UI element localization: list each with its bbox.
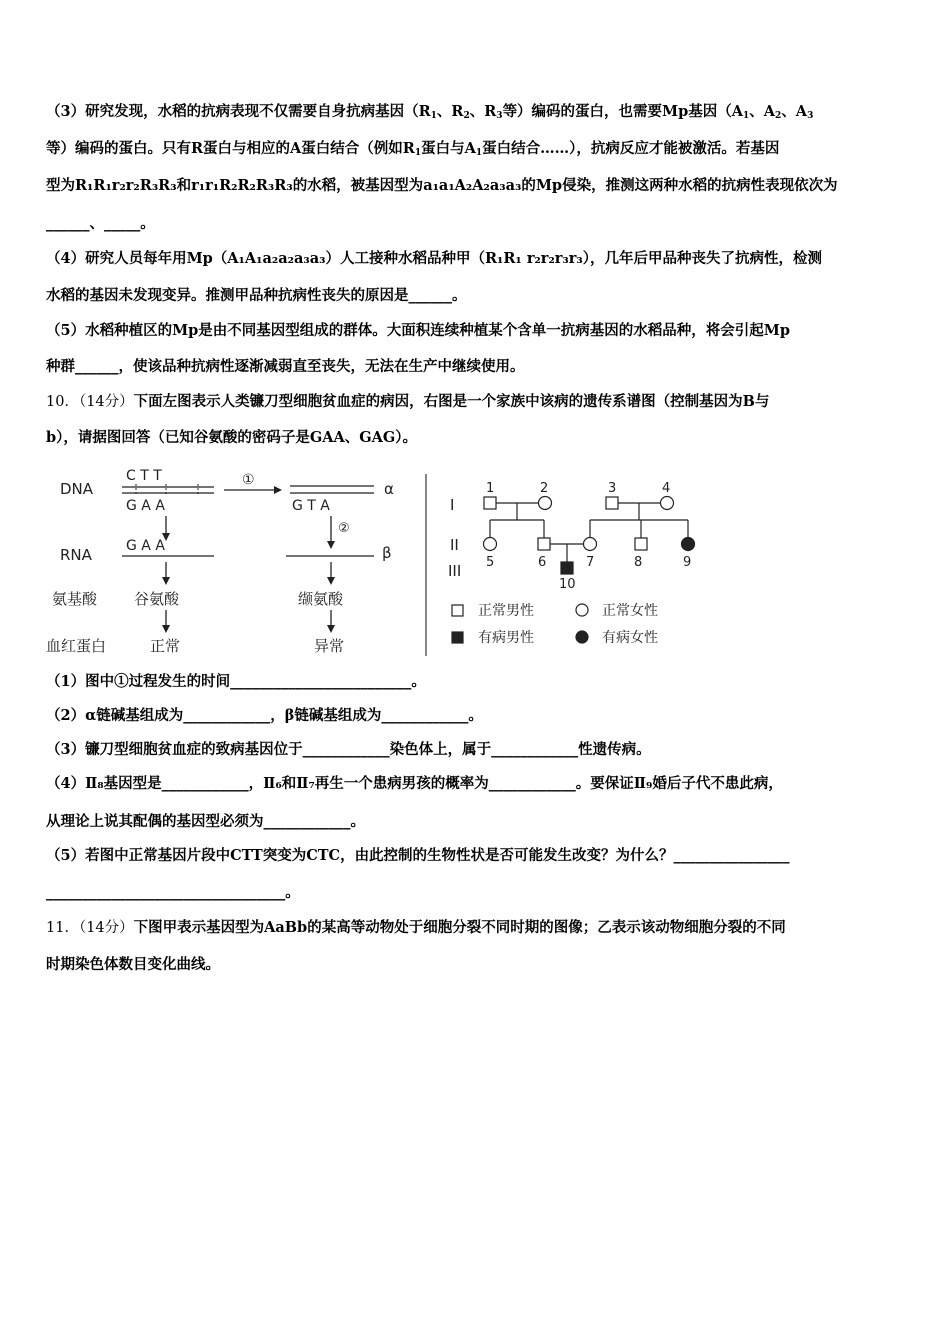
- alpha-label: α: [384, 480, 394, 498]
- ind-7-female: [584, 538, 597, 551]
- num-7: 7: [586, 555, 595, 570]
- val-label: 缬氨酸: [298, 590, 344, 608]
- rna-label: RNA: [60, 546, 92, 564]
- legend-affected-female: 有病女性: [602, 630, 658, 646]
- num-6: 6: [538, 555, 547, 570]
- q10-s4-line2: 从理论上说其配偶的基因型必须为____________。: [46, 813, 365, 830]
- ind-8-male: [635, 538, 647, 550]
- ind-3-male: [606, 497, 618, 509]
- num-4: 4: [662, 481, 671, 496]
- legend-affected-male-icon: [452, 632, 463, 643]
- dna-top-seq: C T T: [126, 468, 162, 484]
- q9-p4-line1: （4）研究人员每年用Mp（A₁A₁a₂a₂a₃a₃）人工接种水稻品种甲（R₁R₁ r₂r₂r₃r₃），几年后甲品种丧失了抗病性，检测: [46, 250, 823, 267]
- q11-stem-line2: 时期染色体数目变化曲线。: [46, 956, 220, 973]
- num-3: 3: [608, 481, 617, 496]
- q10-figure: [46, 462, 706, 658]
- legend-normal-male: 正常男性: [478, 603, 534, 619]
- num-9: 9: [683, 555, 692, 570]
- ind-4-female: [661, 497, 674, 510]
- dna-label: DNA: [60, 480, 94, 498]
- q10-s4-line1: （4）Ⅱ₈基因型是____________，Ⅱ₆和Ⅱ₇再生一个患病男孩的概率为____________。要保证Ⅱ₉婚后子代不患此病，: [46, 775, 783, 792]
- q9-p3-line2: 等）编码的蛋白。只有R蛋白与相应的A蛋白结合（例如$R_1$蛋白与$A_1$蛋白结合……），抗病反应才能被激活。若基因: [46, 140, 780, 158]
- gen-ii: II: [450, 536, 459, 554]
- ind-6-male: [538, 538, 550, 550]
- ind-2-female: [539, 497, 552, 510]
- mut-bottom-seq: G T A: [292, 498, 330, 514]
- q10-s3: （3）镰刀型细胞贫血症的致病基因位于____________染色体上，属于____________性遗传病。: [46, 741, 651, 758]
- q10-stem-line1: 10．（14分）下面左图表示人类镰刀型细胞贫血症的病因，右图是一个家族中该病的遗传系谱图（控制基因为B与: [46, 393, 770, 410]
- q10-stem-line2: b），请据图回答（已知谷氨酸的密码子是GAA、GAG）。: [46, 429, 418, 446]
- aa-label: 氨基酸: [52, 590, 98, 608]
- q10-s1: （1）图中①过程发生的时间_________________________。: [46, 673, 426, 690]
- num-8: 8: [634, 555, 643, 570]
- legend-affected-female-icon: [576, 631, 588, 643]
- beta-label: β: [382, 544, 392, 562]
- ind-1-male: [484, 497, 496, 509]
- rna-seq: G A A: [126, 538, 165, 554]
- gen-iii: III: [448, 562, 462, 580]
- step1-marker: ①: [242, 472, 255, 488]
- abnormal-label: 异常: [314, 637, 345, 655]
- ind-10-affected-male: [561, 562, 573, 574]
- q9-p3-line3: 型为R₁R₁r₂r₂R₃R₃和r₁r₁R₂R₂R₃R₃的水稻，被基因型为a₁a₁A₂A₂a₃a₃的Mp侵染，推测这两种水稻的抗病性表现依次为: [46, 177, 838, 194]
- ind-5-female: [484, 538, 497, 551]
- q10-s5-line1: （5）若图中正常基因片段中CTT突变为CTC，由此控制的生物性状是否可能发生改变？为什么？________________: [46, 847, 790, 864]
- num-2: 2: [540, 481, 549, 496]
- num-5: 5: [486, 555, 495, 570]
- q9-p3-line4: ______、_____。: [46, 215, 155, 232]
- normal-label: 正常: [150, 637, 181, 655]
- q10-s2: （2）α链碱基组成为____________，β链碱基组成为____________。: [46, 707, 483, 724]
- q9-p5-line2: 种群______，使该品种抗病性逐渐减弱直至丧失，无法在生产中继续使用。: [46, 358, 525, 375]
- ind-9-affected-female: [682, 538, 695, 551]
- step2-marker: ②: [338, 521, 350, 536]
- q10-s5-line2: _________________________________。: [46, 884, 300, 901]
- q11-stem-line1: 11．（14分）下图甲表示基因型为AaBb的某高等动物处于细胞分裂不同时期的图像；乙表示该动物细胞分裂的不同: [46, 919, 786, 936]
- hb-label: 血红蛋白: [46, 637, 107, 655]
- q9-p4-line2: 水稻的基因未发现变异。推测甲品种抗病性丧失的原因是______。: [46, 287, 467, 304]
- q9-p3-line1: （3）研究发现，水稻的抗病表现不仅需要自身抗病基因（$R_1$、$R_2$、$R_3$等）编码的蛋白，也需要Mp基因（$A_1$、$A_2$、$A_3$: [46, 103, 814, 121]
- legend-affected-male: 有病男性: [478, 630, 534, 646]
- num-1: 1: [486, 481, 495, 496]
- gen-i: I: [450, 496, 455, 514]
- legend-normal-female: 正常女性: [602, 603, 658, 619]
- legend-normal-male-icon: [452, 605, 463, 616]
- glu-label: 谷氨酸: [134, 590, 180, 608]
- figure-svg: [46, 462, 706, 658]
- q9-p5-line1: （5）水稻种植区的Mp是由不同基因型组成的群体。大面积连续种植某个含单一抗病基因的水稻品种，将会引起Mp: [46, 322, 790, 339]
- num-10: 10: [559, 577, 576, 592]
- dna-bottom-seq: G A A: [126, 498, 165, 514]
- legend-normal-female-icon: [576, 604, 588, 616]
